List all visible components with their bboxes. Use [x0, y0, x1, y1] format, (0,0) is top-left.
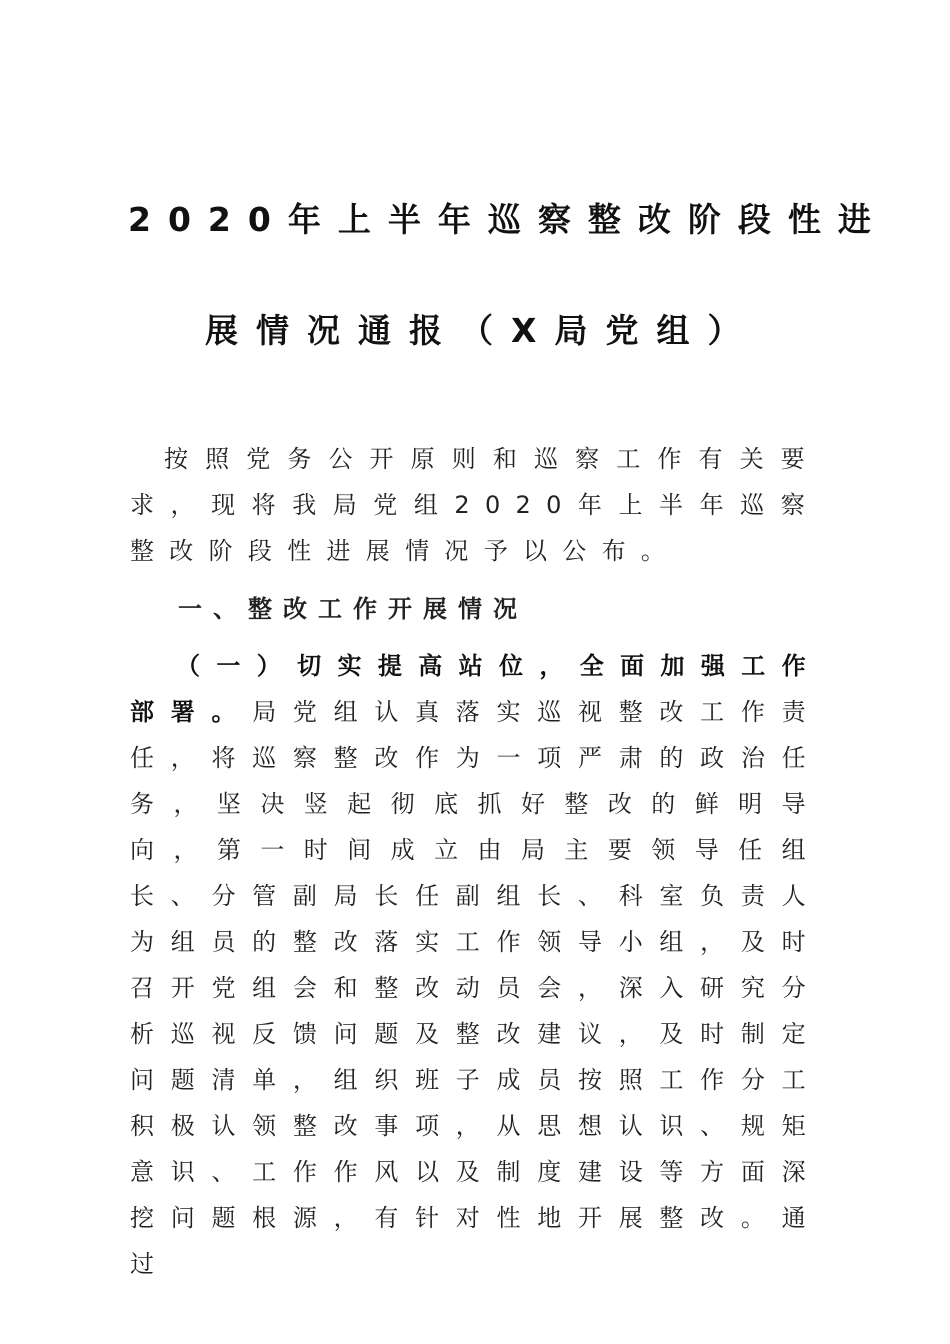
- subsection-body-1: 局党组认真落实巡视整改工作责任，将巡察整改作为一项严肃的政治任务，坚决竖起彻底抓好整改的鲜明导向，第一时间成立由局主要领导任组长、分管副局长任副组长、科室负责人为组员的整改落实工作领导小组，及时召开党组会和整改动员会，深入研究分析巡视反馈问题及整改建议，及时制定问题清单，组织班子成员按照工作分工积极认领整改事项，从思想认识、规矩意识、工作作风以及制度建设等方面深挖问题根源，有针对性地开展整改。通过: [130, 698, 821, 1278]
- subsection-heading-1: （一）切实提高站位，全面加强工作部署。: [130, 652, 820, 726]
- section-heading-1: 一、整改工作开展情况: [178, 595, 528, 623]
- body-paragraph-1: [130, 643, 820, 1287]
- document-title-line-2: 展情况通报（X局党组）: [205, 311, 759, 350]
- document-title-line-1: 2020年上半年巡察整改阶段性进: [128, 200, 888, 239]
- intro-paragraph: 按照党务公开原则和巡察工作有关要求，现将我局党组2020年上半年巡察整改阶段性进展情况予以公布。: [130, 445, 820, 565]
